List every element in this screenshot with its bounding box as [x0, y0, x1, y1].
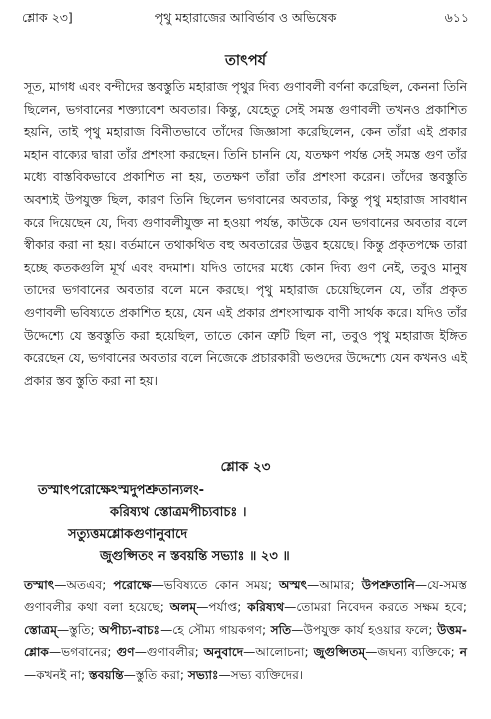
synonym-entry: অপীচ্য-বাচঃ—হে সৌম্য গায়কগণ; [99, 622, 267, 637]
verse-line-2: করিষ্যথ স্তোত্রমপীচ্যবাচঃ । [110, 505, 247, 520]
synonym-meaning: সভ্য ব্যক্তিদের। [230, 667, 304, 682]
synonym-term: জুগুপ্সিতম্ [313, 645, 366, 660]
synonym-entry: পরোক্ষে—ভবিষ্যতে কোন সময়; [113, 578, 272, 592]
synonym-meaning: ভবিষ্যতে কোন সময়; [163, 578, 272, 592]
synonym-entry: তস্মাৎ—অতএব; [24, 578, 107, 592]
page-number: ৬১১ [444, 10, 469, 25]
synonym-meaning: আলোচনা; [255, 645, 309, 660]
purport-body [24, 76, 467, 392]
synonym-meaning: তোমরা নিবেদন করতে সক্ষম হবে; [296, 600, 468, 615]
synonym-entry: উত্তম-শ্লোক—ভগবানের; [24, 622, 467, 660]
synonym-meaning: অতএব; [66, 578, 107, 592]
header-chapter-title: পৃথু মহারাজের আবির্ভাব ও অভিষেক [154, 10, 337, 25]
synonym-term: অস্মৎ [279, 578, 308, 592]
synonym-entry: উপশ্রুতানি—যে-সমস্ত গুণাবলীর কথা বলা হয়েছে; [24, 578, 468, 615]
verse-line-4: জুগুপ্সিতং ন স্তবয়ন্তি সভ্যাঃ ॥ ২৩ ॥ [100, 549, 290, 564]
synonym-term: ন [459, 645, 468, 660]
synonym-meaning: স্তুতি; [69, 622, 95, 637]
synonym-meaning: যে-সমস্ত গুণাবলীর কথা বলা হয়েছে; [24, 578, 468, 615]
synonym-term: তস্মাৎ [24, 578, 55, 592]
synonym-entry: ন—কখনই না; [24, 645, 468, 682]
synonym-entry: করিষ্যথ—তোমরা নিবেদন করতে সক্ষম হবে; [247, 600, 468, 615]
synonym-meaning: উপযুক্ত কার্য হওয়ার ফলে; [303, 622, 433, 637]
verse-line-3: সত্যুত্তমশ্লোকগুণানুবাদে [68, 527, 188, 542]
synonym-term: উত্তম-শ্লোক [24, 622, 467, 660]
header-verse-ref: শ্লোক ২৩] [22, 10, 73, 25]
synonym-meaning: আমার; [319, 578, 355, 592]
synonym-term: সতি [270, 622, 292, 637]
verse-line-1: তস্মাৎপরোক্ষেঽস্মদুপশ্রুতান্যলং- [38, 483, 204, 498]
synonym-entry: অলম্—পর্যাপ্ত; [169, 600, 242, 615]
synonym-entry: স্তোত্রম্—স্তুতি; [24, 622, 95, 637]
running-header [22, 8, 469, 28]
synonym-entry: স্তবয়ন্তি—স্তুতি করা; [89, 667, 184, 682]
synonym-term: সভ্যাঃ [187, 667, 219, 682]
synonym-term: করিষ্যথ [247, 600, 285, 615]
synonym-meaning: জঘন্য ব্যক্তিকে; [377, 645, 455, 660]
purport-paragraph: সূত, মাগধ এবং বন্দীদের স্তবস্তুতি মহারাজ পৃথুর দিব্য গুণাবলী বর্ণনা করেছিল, কেননা তিনি ছিলেন, ভগবানের শক্ত্যাবেশ অবতার। কিন্তু, যেহেতু সেই সমস্ত গুণাবলী তখনও প্রকাশিত হয়নি, তাই পৃথু মহারাজ বিনীতভাবে তাঁদের জিজ্ঞাসা করেছিলেন, কেন তাঁরা এই প্রকার মহান বাক্যের দ্বারা তাঁর প্রশংসা করছেন। তিনি চাননি যে, যতক্ষণ পর্যন্ত সেই সমস্ত গুণ তাঁর মধ্যে বাস্তবিকভাবে প্রকাশিত না হয়, ততক্ষণ তাঁরা তাঁর প্রশংসা করেন। তাঁদের স্তবস্তুতি অবশ্যই উপযুক্ত ছিল, কারণ তিনি ছিলেন ভগবানের অবতার, কিন্তু পৃথু মহারাজ সাবধান করে দিয়েছেন যে, দিব্য গুণাবলীযুক্ত না হওয়া পর্যন্ত, কাউকে যেন ভগবানের অবতার বলে স্বীকার করা না হয়। বর্তমানে তথাকথিত বহু অবতারের উদ্ভব হয়েছে। কিন্তু প্রকৃতপক্ষে তারা হচ্ছে কতকগুলি মূর্খ এবং বদমাশ। যদিও তাদের মধ্যে কোন দিব্য গুণ নেই, তবুও মানুষ তাদের ভগবানের অবতার বলে মনে করছে। পৃথু মহারাজ চেয়েছিলেন যে, তাঁর প্রকৃত গুণাবলী ভবিষ্যতে প্রকাশিত হয়ে, যেন এই প্রকার প্রশংসাত্মক বাণী সার্থক করে। যদিও তাঁর উদ্দেশ্যে যে স্তবস্তুতি করা হয়েছিল, তাতে কোন ত্রুটি ছিল না, তবুও পৃথু মহারাজ ইঙ্গিত করেছেন যে, ভগবানের অবতার বলে নিজেকে প্রচারকারী ভণ্ডদের উদ্দেশ্যে যেন কখনও এই প্রকার স্তব স্তুতি করা না হয়। [24, 79, 467, 388]
synonym-term: অপীচ্য-বাচঃ [99, 622, 161, 637]
synonym-entry: জুগুপ্সিতম্—জঘন্য ব্যক্তিকে; [313, 645, 455, 660]
verse-heading: শ্লোক ২৩ [220, 459, 271, 475]
synonym-entry: সভ্যাঃ—সভ্য ব্যক্তিদের। [187, 667, 304, 682]
synonym-term: উপশ্রুতানি [361, 578, 415, 592]
synonym-entry: অনুবাদে—আলোচনা; [203, 645, 309, 660]
synonym-entry: সতি—উপযুক্ত কার্য হওয়ার ফলে; [270, 622, 433, 637]
synonym-meaning: কখনই না; [36, 667, 86, 682]
word-for-word-synonyms [24, 574, 467, 686]
synonym-meaning: পর্যাপ্ত; [208, 600, 242, 615]
synonym-term: স্তবয়ন্তি [89, 667, 124, 682]
synonym-term: গুণ [116, 645, 135, 660]
synonym-term: স্তোত্রম্ [24, 622, 57, 637]
synonym-term: অলম্ [169, 600, 197, 615]
synonym-meaning: হে সৌম্য গায়কগণ; [172, 622, 267, 637]
purport-heading: তাৎপর্য [224, 53, 267, 69]
synonym-entry: গুণ—গুণাবলীর; [116, 645, 199, 660]
synonym-meaning: ভগবানের; [61, 645, 112, 660]
synonym-term: পরোক্ষে [113, 578, 152, 592]
synonym-entry: অস্মৎ—আমার; [279, 578, 355, 592]
synonym-term: অনুবাদে [203, 645, 244, 660]
synonym-meaning: গুণাবলীর; [146, 645, 199, 660]
synonym-meaning: স্তুতি করা; [135, 667, 184, 682]
